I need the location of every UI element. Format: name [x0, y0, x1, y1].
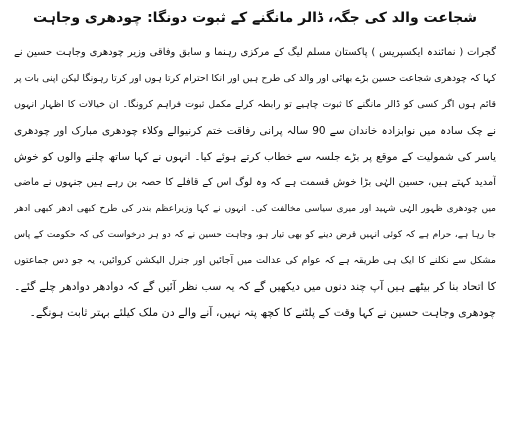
article-line: کہا کہ چودھری شجاعت حسین بڑے بھائی اور والد کی طرح ہیں اور انکا احترام کرتا ہوں اور کرتا رہونگا لیکن اپنی بات پر	[14, 73, 496, 84]
article-line: کا اتحاد بنا کر بیٹھے ہیں آپ چند دنوں میں دیکھیں گے کہ یہ سب نظر آئیں گے کہ دوادھر دوادھر چلے گئے۔	[14, 280, 496, 293]
article-line: مشکل سے نکلنے کا ایک ہی طریقہ ہے کہ عوام کی عدالت میں آجائیں اور جنرل الیکشن کروائیں، یہ جو دس جماعتوں	[14, 255, 496, 266]
article-line: نے چک سادہ میں نوابزادہ خاندان سے 90 سالہ پرانی رفاقت ختم کرنیوالے وکلاء چودھری مبارک اور چودھری	[14, 125, 496, 137]
article-line: میں چودھری ظہور الہٰی شہید اور میری سیاسی مخالفت کی۔ انہوں نے کہا وزیراعظم بندر کی طرح کبھی ادھر کبھی ادھر	[14, 204, 496, 214]
article-line: قائم ہوں اگر کسی کو ڈالر مانگنے کا ثبوت چاہیے تو رابطہ کرلے مکمل ثبوت فراہم کرونگا۔ ان خیالات کا اظہار انہوں	[14, 99, 496, 110]
article-headline: شجاعت والد کی جگہ، ڈالر مانگنے کے ثبوت دونگا: چودھری وجاہت	[32, 10, 478, 26]
article-body	[14, 40, 496, 326]
article-line: یاسر کی شمولیت کے موقع پر بڑے جلسہ سے خطاب کرتے ہوئے کیا۔ انہوں نے کہا ساتھ چلنے والوں کو خوش	[14, 151, 496, 163]
article-line: جا رہا ہے، حرام ہے کہ کوئی انہیں قرض دینے کو بھی تیار ہو، وجاہت حسین نے کہ دو ہر درخواست کی کہ حکومت کے پاس	[14, 230, 496, 240]
article-line: گجرات ( نمائندہ ایکسپریس ) پاکستان مسلم لیگ کے مرکزی رہنما و سابق وفاقی وزیر چودھری وجاہت حسین نے	[14, 47, 496, 58]
article-line: آمدید کہتے ہیں، حسین الہٰی بڑا خوش قسمت ہے کہ وہ لوگ اس کے قافلے کا حصہ بن رہے ہیں جنہوں نے ماضی	[14, 177, 496, 188]
article-line: چودھری وجاہت حسین نے کہا وقت کے پلٹنے کا کچھ پتہ نہیں، آنے والے دن ملک کیلئے بہتر ثابت ہونگے۔	[29, 306, 496, 319]
